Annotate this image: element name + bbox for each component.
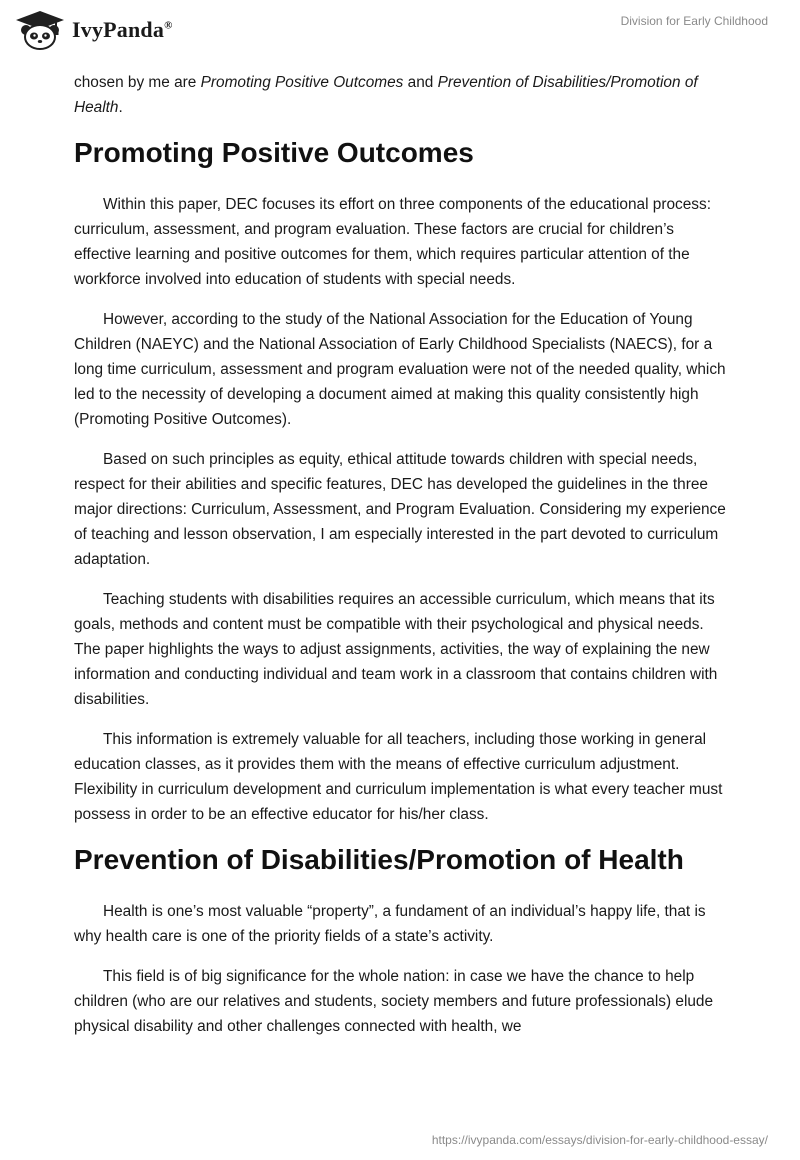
intro-text-end: . bbox=[118, 99, 123, 116]
registered-mark: ® bbox=[164, 19, 173, 32]
panda-graduation-icon bbox=[14, 10, 66, 50]
paragraph: Based on such principles as equity, ethical attitude towards children with special needs, respect for their abilities and specific features, DEC has developed the guidelines in the three major directions: Curriculum, Assessment, and Program Evaluation. Considering my experience of teaching and lesson observation, I am especially interested in the part devoted to curriculum adaptation. bbox=[74, 451, 726, 568]
document-title: Division for Early Childhood bbox=[620, 14, 768, 28]
intro-text-before: chosen by me are bbox=[74, 74, 201, 91]
source-url[interactable]: https://ivypanda.com/essays/division-for-early-childhood-essay/ bbox=[431, 1133, 768, 1147]
paragraph: Health is one’s most valuable “property”, a fundament of an individual’s happy life, that is why health care is one of the priority fields of a state’s activity. bbox=[74, 903, 706, 945]
section-heading-promoting-outcomes: Promoting Positive Outcomes bbox=[74, 137, 474, 168]
essay-body bbox=[74, 70, 734, 1054]
section-heading-prevention-health: Prevention of Disabilities/Promotion of Health bbox=[74, 844, 684, 875]
intro-emphasis-1: Promoting Positive Outcomes bbox=[200, 74, 404, 91]
intro-text-mid: and bbox=[403, 74, 438, 91]
brand-name bbox=[72, 17, 173, 43]
brand-text: IvyPanda bbox=[72, 17, 165, 42]
intro-paragraph bbox=[74, 70, 734, 120]
paragraph: Within this paper, DEC focuses its effort on three components of the educational process: curriculum, assessment, and program evaluation. These factors are crucial for children’s effective learning and positive outcomes for them, which requires particular attention of the workforce involved into education of students with special needs. bbox=[74, 196, 711, 288]
ivypanda-logo[interactable] bbox=[14, 8, 173, 52]
paragraph: This field is of big significance for the whole nation: in case we have the chance to help children (who are our relatives and students, society members and future professionals) elude physical disability and other challenges connected with health, we bbox=[74, 968, 714, 1035]
intro-emphasis-2: Prevention of Disabilities/Promotion of Health bbox=[74, 74, 698, 116]
paragraph: This information is extremely valuable for all teachers, including those working in general education classes, as it provides them with the means of effective curriculum adjustment. Flexibility in curriculum development and curriculum implementation is what every teacher must possess in order to be an effective educator for his/her class. bbox=[74, 731, 723, 823]
paragraph: However, according to the study of the National Association for the Education of Young Children (NAEYC) and the National Association of Early Childhood Specialists (NAECS), for a long time curriculum, assessment and program evaluation were not of the needed quality, which led to the necessity of developing a document aimed at making this quality consistently high (Promoting Positive Outcomes). bbox=[74, 311, 726, 428]
paragraph: Teaching students with disabilities requires an accessible curriculum, which means that its goals, methods and content must be compatible with their psychological and physical needs. The paper highlights the ways to adjust assignments, activities, the way of explaining the new information and conducting individual and team work in a classroom that contains children with disabilities. bbox=[74, 591, 718, 708]
page-header bbox=[0, 0, 800, 60]
